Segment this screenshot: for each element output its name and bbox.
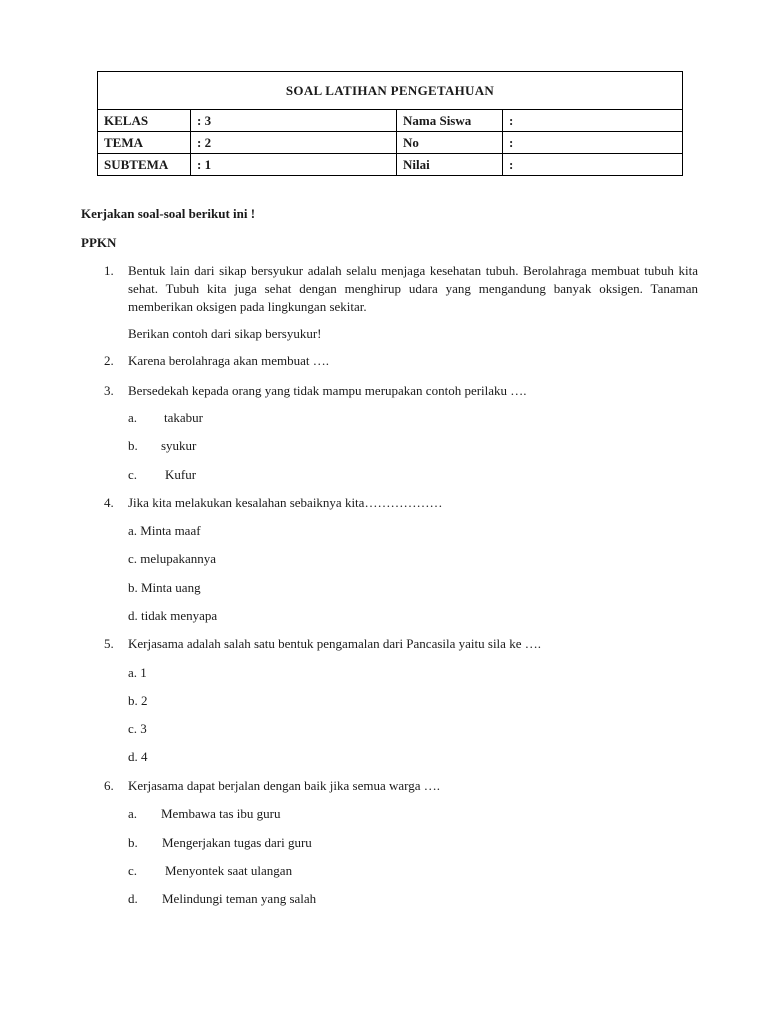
subtema-label: SUBTEMA (98, 154, 191, 176)
kelas-value: : 3 (191, 110, 397, 132)
subtema-value: : 1 (191, 154, 397, 176)
question-text: Bentuk lain dari sikap bersyukur adalah selalu menjaga kesehatan tubuh. Berolahraga membuat tubuh kita sehat. Tubuh kita juga sehat dengan menghirup udara yang mengandung banyak oksigen. Tanaman memberikan oksigen pada lingkungan sekitar. (128, 263, 698, 314)
option-text: Membawa tas ibu guru (161, 806, 281, 821)
option-item: c. melupakannya (128, 551, 217, 566)
header-row-tema (98, 132, 683, 154)
question-number: 6. (104, 778, 114, 793)
option-item: c. 3 (128, 721, 147, 736)
question-number: 5. (104, 636, 114, 651)
question-number: 4. (104, 495, 114, 510)
option-item: d. 4 (128, 749, 148, 764)
nama-siswa-field[interactable]: : (503, 110, 683, 132)
question-number: 2. (104, 353, 114, 368)
option-item: a. Minta maaf (128, 523, 201, 538)
nama-siswa-label: Nama Siswa (397, 110, 503, 132)
no-field[interactable]: : (503, 132, 683, 154)
question-1-followup: Berikan contoh dari sikap bersyukur! (128, 326, 322, 341)
option-item: b. Minta uang (128, 580, 201, 595)
option-item (128, 834, 312, 852)
nilai-field[interactable]: : (503, 154, 683, 176)
option-letter: b. (128, 835, 138, 850)
kelas-label: KELAS (98, 110, 191, 132)
option-letter: d. (128, 891, 138, 906)
question-text: Karena berolahraga akan membuat …. (128, 353, 330, 368)
option-letter: c. (128, 863, 138, 878)
question-text: Kerjasama adalah salah satu bentuk pengamalan dari Pancasila yaitu sila ke …. (128, 636, 541, 651)
option-item (128, 466, 197, 484)
option-text: Menyontek saat ulangan (165, 863, 293, 878)
option-text: Kufur (165, 467, 197, 482)
instruction-text: Kerjakan soal-soal berikut ini ! (81, 206, 256, 221)
question-number: 1. (104, 263, 114, 278)
no-label: No (397, 132, 503, 154)
option-item (128, 437, 197, 455)
option-item (128, 890, 317, 908)
header-row-subtema (98, 154, 683, 176)
question-text: Bersedekah kepada orang yang tidak mampu merupakan contoh perilaku …. (128, 383, 527, 398)
question-number: 3. (104, 383, 114, 398)
option-letter: c. (128, 467, 138, 482)
option-letter: a. (128, 806, 138, 821)
option-item (128, 862, 293, 880)
option-item: b. 2 (128, 693, 148, 708)
tema-value: : 2 (191, 132, 397, 154)
header-row-kelas (98, 110, 683, 132)
question-text: Jika kita melakukan kesalahan sebaiknya kita……………… (128, 495, 443, 510)
option-item: a. 1 (128, 665, 147, 680)
option-item: d. tidak menyapa (128, 608, 218, 623)
worksheet-title: SOAL LATIHAN PENGETAHUAN (98, 72, 683, 110)
subject-heading: PPKN (81, 235, 117, 250)
question-text: Kerjasama dapat berjalan dengan baik jika semua warga …. (128, 778, 440, 793)
option-text: Melindungi teman yang salah (162, 891, 317, 906)
option-item (128, 409, 203, 427)
tema-label: TEMA (98, 132, 191, 154)
nilai-label: Nilai (397, 154, 503, 176)
option-item (128, 805, 281, 823)
option-letter: a. (128, 410, 138, 425)
option-text: syukur (161, 438, 197, 453)
option-letter: b. (128, 438, 138, 453)
header-table (97, 71, 683, 176)
option-text: takabur (164, 410, 203, 425)
option-text: Mengerjakan tugas dari guru (162, 835, 312, 850)
